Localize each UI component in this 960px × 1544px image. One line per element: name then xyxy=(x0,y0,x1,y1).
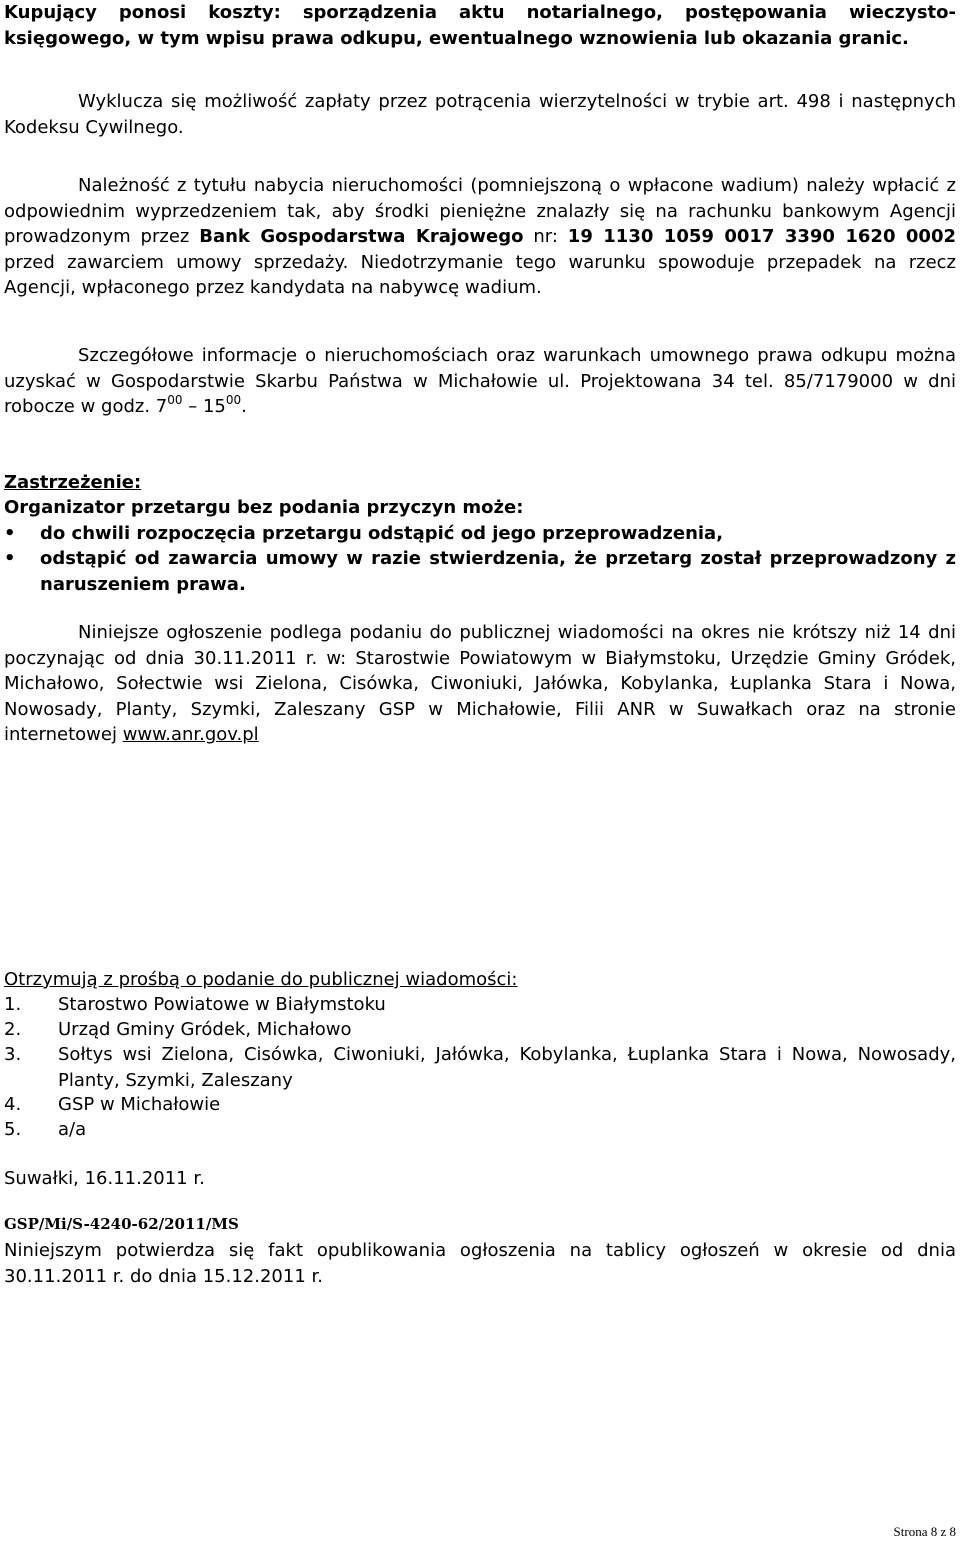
payment-nr-label: nr: xyxy=(523,226,568,247)
hour-to-sup: 00 xyxy=(225,393,242,407)
anr-website-link[interactable]: www.anr.gov.pl xyxy=(122,724,259,745)
offset-paragraph: Wyklucza się możliwość zapłaty przez potrącenia wierzytelności w trybie art. 498 i następnych Kodeksu Cywilnego. xyxy=(4,91,956,138)
bank-name: Bank Gospodarstwa Krajowego xyxy=(199,226,524,247)
info-text: Szczegółowe informacje o nieruchomościach oraz warunkach umownego prawa odkupu można uzyskać w Gospodarstwie Skarbu Państwa w Michałowie ul. Projektowana 34 tel. 85/7179000 w dni robocze w godz. 7 xyxy=(4,345,956,417)
publication-paragraph xyxy=(4,620,956,748)
info-paragraph xyxy=(4,343,956,420)
hour-from-sup: 00 xyxy=(167,393,183,407)
costs-text: Kupujący ponosi koszty: sporządzenia aktu notarialnego, postępowania wieczysto-księgowego, w tym wpisu prawa odkupu, ewentualnego wznowienia lub okazania granic. xyxy=(4,2,956,49)
reservation-heading: Zastrzeżenie: xyxy=(4,472,142,493)
bullet-icon: • xyxy=(4,548,16,569)
payment-text-end: przed zawarciem umowy sprzedaży. Niedotrzymanie tego warunku spowoduje przepadek na rzecz Agencji, wpłaconego przez kandydata na nabywcę wadium. xyxy=(4,251,956,298)
payment-text: Należność z tytułu nabycia nieruchomości (pomniejszoną o wpłacone wadium) należy wpłacić z odpowiednim wyprzedzeniem tak, aby środki pieniężne znalazły się na rachunku bankowym Agencji prowadzonym przez xyxy=(4,175,956,247)
place-date: Suwałki, 16.11.2011 r. xyxy=(4,1168,205,1189)
costs-paragraph xyxy=(4,0,956,51)
page-number: Strona 8 z 8 xyxy=(893,1524,956,1539)
bullet-icon: • xyxy=(4,523,16,544)
payment-paragraph xyxy=(4,173,956,301)
account-number: 19 1130 1059 0017 3390 1620 0002 xyxy=(567,226,957,247)
recipients-heading: Otrzymują z prośbą o podanie do publicznej wiadomości: xyxy=(4,969,518,990)
reservation-intro: Organizator przetargu bez podania przyczyn może: xyxy=(4,497,524,518)
publication-text: Niniejsze ogłoszenie podlega podaniu do publicznej wiadomości na okres nie krótszy niż 14 dni poczynając od dnia 30.11.2011 r. w: Starostwie Powiatowym w Białymstoku, Urzędzie Gminy Gródek, Michałowo, Sołectwie wsi Zielona, Cisówka, Ciwoniuki, Jałówka, Kobylanka, Łuplanka Stara i Nowa, Nowosady, Planty, Szymki, Zaleszany GSP w Michałowie, Filii ANR w Suwałkach oraz na stronie internetowej xyxy=(4,622,956,745)
reference-number: GSP/Mi/S-4240-62/2011/MS xyxy=(4,1215,239,1233)
info-end: . xyxy=(241,396,247,417)
hour-to: – 15 xyxy=(182,396,226,417)
confirmation-paragraph: Niniejszym potwierdza się fakt opublikowania ogłoszenia na tablicy ogłoszeń w okresie od dnia 30.11.2011 r. do dnia 15.12.2011 r. xyxy=(4,1240,956,1287)
